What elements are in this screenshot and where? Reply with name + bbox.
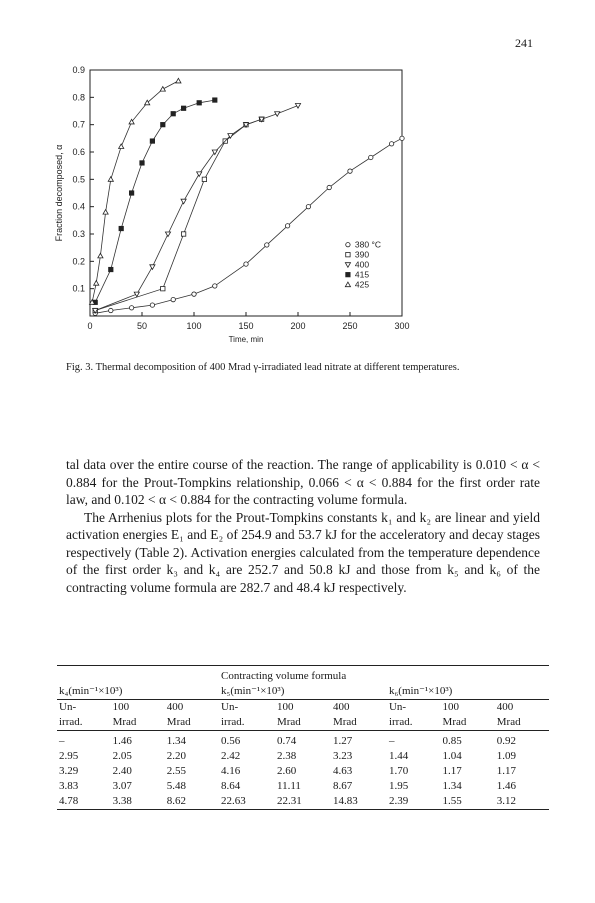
paragraph: The Arrhenius plots for the Prout-Tompkins constants k₁ and k₂ are linear and yield activation energies E₁ and E₂ of 254.9 and 53.7 kJ for the acceleratory and decay stages respectively (Table 2). Activation energies calculated from the temperature dependence of the first order k₃ and k₄ are 252.7 and 50.8 kJ and those from k₅ and k₆ of the contracting volume formula are 282.7 and 48.4 kJ respectively. (66, 509, 540, 595)
table-cell: 3.07 (112, 780, 132, 792)
data-point (160, 87, 165, 92)
x-tick-label: 250 (342, 321, 358, 331)
data-point (192, 292, 196, 296)
y-tick-label: 0.2 (72, 256, 85, 267)
data-point (129, 191, 133, 195)
table-cell: 1.17 (496, 765, 516, 777)
table-column-header: irrad. (388, 716, 413, 728)
table-column-header: 100 (442, 701, 460, 713)
table-column-header: 400 (166, 701, 184, 713)
table-cell: 2.20 (166, 750, 187, 762)
x-tick-label: 100 (186, 321, 202, 331)
y-tick-label: 0.7 (72, 119, 85, 130)
table-column-header: Mrad (166, 716, 191, 728)
data-point (109, 308, 113, 312)
data-point (306, 204, 310, 208)
y-tick-label: 0.1 (72, 283, 85, 294)
table-cell: 0.85 (442, 735, 462, 747)
table-cell: 2.95 (59, 750, 79, 762)
table-cell: 8.67 (332, 780, 353, 792)
data-point (285, 224, 289, 228)
table-column-header: 100 (276, 701, 294, 713)
table-cell: 2.60 (276, 765, 297, 777)
data-point (244, 262, 248, 266)
x-tick-label: 150 (238, 321, 254, 331)
data-point (171, 112, 175, 116)
data-point (119, 144, 124, 149)
table-cell: – (59, 735, 65, 747)
table-cell: 2.55 (166, 765, 187, 777)
table-cell: 2.38 (276, 750, 297, 762)
body-text (66, 456, 540, 596)
table-cell: 1.04 (442, 750, 462, 762)
data-point (150, 303, 154, 307)
table-cell: 1.34 (442, 780, 462, 792)
legend-label: 425 (354, 279, 370, 290)
data-point (346, 252, 350, 256)
table-cell: 0.56 (221, 735, 241, 747)
data-point (119, 226, 123, 230)
data-point (161, 286, 165, 290)
table-cell: 3.83 (59, 780, 79, 792)
data-point (346, 242, 350, 246)
table-row (57, 764, 549, 779)
table-column-header: 400 (496, 701, 514, 713)
data-point (181, 232, 185, 236)
data-point (129, 306, 133, 310)
table-cell: 1.44 (388, 750, 409, 762)
table-cell: 1.34 (166, 735, 187, 747)
table-cell: 0.92 (496, 735, 516, 747)
x-tick-label: 50 (136, 321, 148, 331)
data-point (176, 78, 181, 83)
table-cell: 1.17 (442, 765, 462, 777)
data-point (369, 155, 373, 159)
table-cell: 22.31 (276, 795, 302, 807)
data-point (345, 263, 350, 268)
table-constant-header: k₅(min⁻¹×10³) (219, 684, 387, 700)
data-point (400, 136, 404, 140)
data-point (346, 272, 350, 276)
table-cell: 1.27 (332, 735, 353, 747)
figure-caption: Fig. 3. Thermal decomposition of 400 Mrad γ-irradiated lead nitrate at different temperatures. (66, 362, 460, 373)
table-cell: 2.40 (112, 765, 132, 777)
table-row (57, 749, 549, 764)
table-cell: 8.64 (221, 780, 241, 792)
data-point (98, 253, 103, 258)
table-group-header: Contracting volume formula (221, 670, 347, 682)
rate-constants-table (57, 665, 549, 810)
x-axis-label: Time, min (228, 335, 264, 344)
data-point (197, 101, 201, 105)
x-tick-label: 200 (290, 321, 306, 331)
x-tick-label: 0 (87, 321, 93, 331)
table-cell: 1.70 (388, 765, 409, 777)
table-column-header: Mrad (496, 716, 521, 728)
series-line (92, 81, 178, 302)
table-column-header: irrad. (221, 716, 245, 728)
data-point (213, 284, 217, 288)
table-cell: 4.16 (221, 765, 241, 777)
data-point (265, 243, 269, 247)
data-point (197, 172, 202, 177)
data-point (150, 139, 154, 143)
table-row (57, 779, 549, 794)
table-cell: 1.95 (388, 780, 409, 792)
data-point (389, 142, 393, 146)
data-point (348, 169, 352, 173)
table-constant-header: k₄(min⁻¹×10³) (57, 684, 219, 700)
x-tick-label: 300 (394, 321, 410, 331)
table-row (57, 794, 549, 810)
y-tick-label: 0.6 (72, 147, 85, 157)
y-axis-label: Fraction decomposed, α (54, 144, 64, 242)
table-cell: 2.05 (112, 750, 132, 762)
table-cell: 3.23 (332, 750, 353, 762)
legend-label: 380 °C (354, 239, 382, 250)
table-cell: 2.39 (388, 795, 409, 807)
table-cell: 3.38 (112, 795, 132, 807)
table-cell: – (388, 735, 395, 747)
decomposition-chart (52, 62, 412, 352)
table-column-header: Un- (221, 701, 239, 713)
table-row (57, 731, 549, 750)
legend-label: 415 (354, 269, 370, 280)
y-tick-label: 0.4 (72, 201, 85, 212)
data-point (94, 281, 99, 286)
table-cell: 3.29 (59, 765, 79, 777)
table-column-header: irrad. (59, 716, 83, 728)
table-cell: 0.74 (276, 735, 297, 747)
data-point (202, 177, 206, 181)
data-point (140, 161, 144, 165)
table-constant-header: k₆(min⁻¹×10³) (387, 684, 549, 700)
table-column-header: Mrad (332, 716, 357, 728)
table-cell: 5.48 (166, 780, 187, 792)
data-point (103, 210, 108, 215)
y-tick-label: 0.5 (72, 174, 85, 185)
data-point (345, 282, 350, 287)
data-point (171, 297, 175, 301)
table-cell: 2.42 (221, 750, 241, 762)
data-point (213, 98, 217, 102)
data-point (150, 265, 155, 270)
legend-label: 390 (354, 249, 370, 260)
table-cell: 1.55 (442, 795, 462, 807)
table-cell: 11.11 (276, 780, 301, 792)
table-column-header: Un- (59, 701, 77, 713)
table-cell: 1.46 (112, 735, 132, 747)
data-point (181, 199, 186, 204)
y-tick-label: 0.8 (72, 92, 85, 103)
table-cell: 4.78 (59, 795, 79, 807)
y-tick-label: 0.3 (72, 229, 85, 239)
data-point (109, 267, 113, 271)
table-cell: 22.63 (221, 795, 246, 807)
data-point (181, 106, 185, 110)
table-body (57, 731, 549, 810)
table-cell: 3.12 (496, 795, 516, 807)
table-column-header: Mrad (112, 716, 137, 728)
data-point (161, 122, 165, 126)
table-cell: 8.62 (166, 795, 187, 807)
paragraph: tal data over the entire course of the reaction. The range of applicability is 0.010 < α < 0.884 for the Prout-Tompkins relationship, 0.066 < α < 0.884 for the first order rate law, and 0.102 < α < 0.884 for the contracting volume formula. (66, 457, 540, 507)
table-cell: 1.09 (496, 750, 516, 762)
data-point (327, 185, 331, 189)
table-column-header: Un- (388, 701, 407, 713)
table-cell: 1.46 (496, 780, 516, 792)
y-tick-label: 0.9 (72, 65, 85, 75)
table-column-header: Mrad (442, 716, 467, 728)
legend-label: 400 (354, 259, 370, 270)
data-point (165, 232, 170, 237)
data-point (108, 177, 113, 182)
table-column-header: 400 (332, 701, 350, 713)
table-column-header: 100 (112, 701, 130, 713)
table-cell: 4.63 (332, 765, 353, 777)
table-cell: 14.83 (332, 795, 358, 807)
table-column-header: Mrad (276, 716, 301, 728)
page-number: 241 (515, 36, 533, 50)
